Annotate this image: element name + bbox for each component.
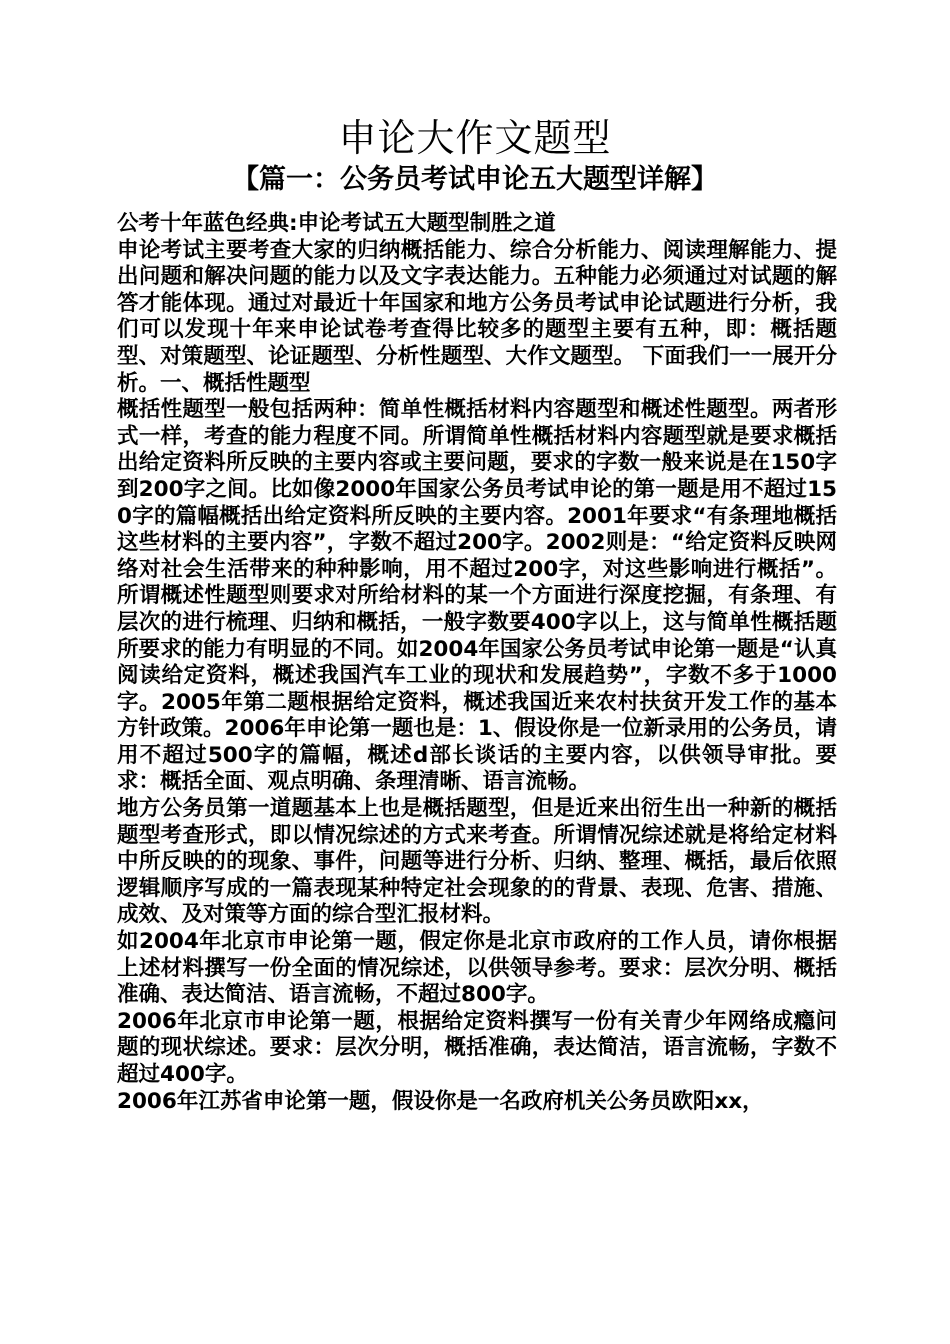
paragraph: 如2004年北京市申论第一题，假定你是北京市政府的工作人员，请你根据上述材料撰写一份全面的情况综述，以供领导参考。要求：层次分明、概括准确、表达简洁、语言流畅，不超过800字。	[117, 929, 837, 1008]
paragraph-heading: 公考十年蓝色经典:申论考试五大题型制胜之道	[117, 211, 556, 236]
paragraph: 申论考试主要考查大家的归纳概括能力、综合分析能力、阅读理解能力、提出问题和解决问题的能力以及文字表达能力。五种能力必须通过对试题的解答才能体现。通过对最近十年国家和地方公务员考试申论试题进行分析，我们可以发现十年来申论试卷考查得比较多的题型主要有五种，即：概括题型、对策题型、论证题型、分析性题型、大作文题型。 下面我们一一展开分析。一、概括性题型	[117, 237, 837, 396]
paragraph: 2006年北京市申论第一题，根据给定资料撰写一份有关青少年网络成瘾问题的现状综述。要求：层次分明，概括准确，表达简洁，语言流畅，字数不超过400字。	[117, 1008, 837, 1087]
page-subtitle: 【篇一：公务员考试申论五大题型详解】	[232, 164, 718, 195]
paragraph: 地方公务员第一道题基本上也是概括题型，但是近来出衍生出一种新的概括题型考查形式，即以情况综述的方式来考查。所谓情况综述就是将给定材料中所反映的的现象、事件，问题等进行分析、归纳、整理、概括，最后依照逻辑顺序写成的一篇表现某种特定社会现象的的背景、表现、危害、措施、成效、及对策等方面的综合型汇报材料。	[117, 796, 837, 928]
page-title: 申论大作文题型	[338, 116, 612, 160]
paragraph: 概括性题型一般包括两种：简单性概括材料内容题型和概述性题型。两者形式一样，考查的能力程度不同。所谓简单性概括材料内容题型就是要求概括出给定资料所反映的主要内容或主要问题，要求的字数一般来说是在150字到200字之间。比如像2000年国家公务员考试申论的第一题是用不超过150字的篇幅概括出给定资料所反映的主要内容。2001年要求“有条理地概括这些材料的主要内容”，字数不超过200字。2002则是：“给定资料反映网络对社会生活带来的种种影响，用不超过200字，对这些影响进行概括”。所谓概述性题型则要求对所给材料的某一个方面进行深度挖掘，有条理、有层次的进行梳理、归纳和概括，一般字数要400字以上，这与简单性概括题所要求的能力有明显的不同。如2004年国家公务员考试申论第一题是“认真阅读给定资料，概述我国汽车工业的现状和发展趋势”，字数不多于1000字。2005年第二题根据给定资料，概述我国近来农村扶贫开发工作的基本方针政策。2006年申论第一题也是：1、假设你是一位新录用的公务员，请用不超过500字的篇幅，概述d部长谈话的主要内容，以供领导审批。要求：概括全面、观点明确、条理清晰、语言流畅。	[117, 397, 837, 795]
document-body	[117, 211, 837, 1115]
paragraph: 2006年江苏省申论第一题，假设你是一名政府机关公务员欧阳xx，	[117, 1088, 764, 1114]
